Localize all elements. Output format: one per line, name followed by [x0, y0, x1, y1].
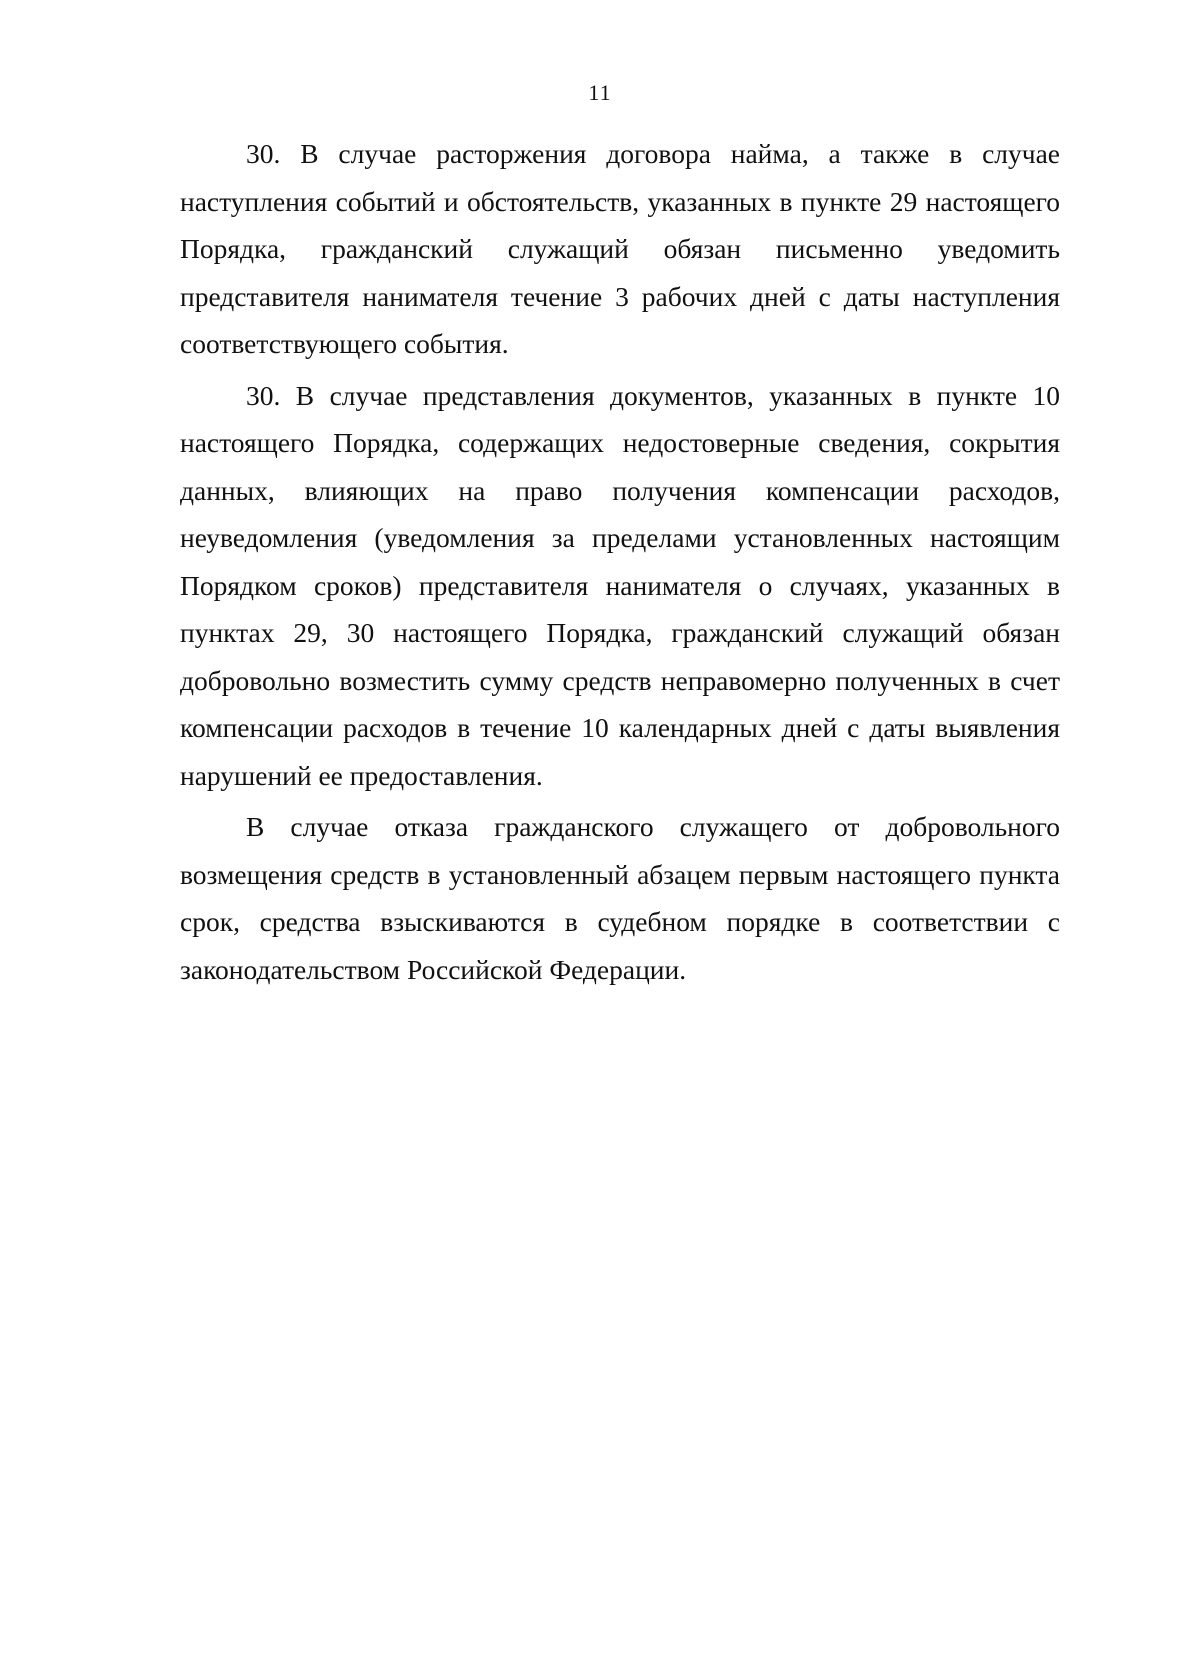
paragraph-refusal-court-recovery: В случае отказа гражданского служащего от добровольного возмещения средств в установленный абзацем первым настоящего пункта срок, средства взыскиваются в судебном порядке в соответствии с законодательством Российской Федерации.: [180, 811, 1060, 985]
page-number: 11: [588, 80, 612, 105]
paragraph-30-false-documents: 30. В случае представления документов, указанных в пункте 10 настоящего Порядка, содержащих недостоверные сведения, сокрытия данных, влияющих на право получения компенсации расходов, неуведомления (уведомления за пределами установленных настоящим Порядком сроков) представителя нанимателя о случаях, указанных в пунктах 29, 30 настоящего Порядка, гражданский служащий обязан добровольно возместить сумму средств неправомерно полученных в счет компенсации расходов в течение 10 календарных дней с даты выявления нарушений ее предоставления.: [180, 379, 1060, 791]
paragraph-30-termination: 30. В случае расторжения договора найма, а также в случае наступления событий и обстоятельств, указанных в пункте 29 настоящего Порядка, гражданский служащий обязан письменно уведомить представителя нанимателя течение 3 рабочих дней с даты наступления соответствующего события.: [180, 138, 1060, 359]
document-body: [180, 130, 1060, 997]
